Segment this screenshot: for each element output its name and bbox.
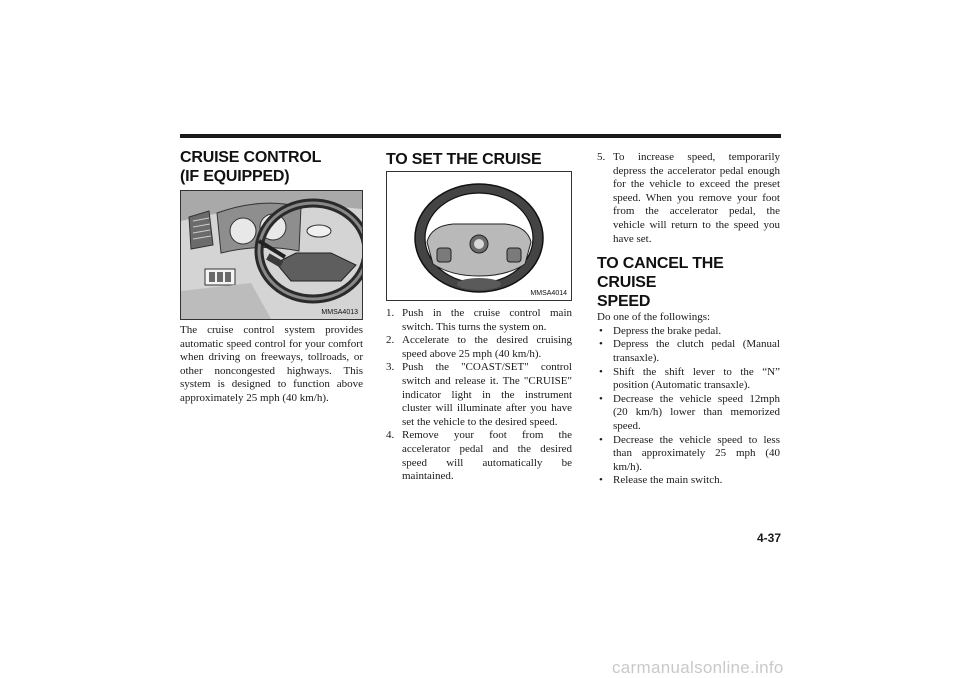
heading-line-1: CRUISE CONTROL bbox=[180, 149, 322, 166]
list-item: • Decrease the vehicle speed to less than approximately 25 mph (40 km/h). bbox=[597, 434, 780, 475]
list-item: • Depress the clutch pedal (Manual transaxle). bbox=[597, 338, 780, 365]
column-cruise-control bbox=[180, 148, 363, 406]
set-cruise-steps bbox=[386, 307, 572, 484]
steering-wheel-illustration bbox=[387, 172, 571, 300]
list-item: • Decrease the vehicle speed 12mph (20 km/h) lower than memorized speed. bbox=[597, 393, 780, 434]
step-number: 1. bbox=[386, 307, 395, 319]
figure-steering-wheel bbox=[386, 171, 572, 301]
list-item bbox=[386, 334, 572, 361]
column-cancel-cruise bbox=[597, 148, 780, 488]
cancel-intro: Do one of the followings: bbox=[597, 311, 711, 324]
figure-dashboard bbox=[180, 190, 363, 320]
watermark-text: carmanualsonline.info bbox=[612, 658, 784, 677]
dashboard-illustration bbox=[181, 191, 362, 319]
heading-cruise-control bbox=[180, 148, 363, 186]
step-text: Push the "COAST/SET" control switch and release it. The "CRUISE" indicator light in the instrument cluster will illuminate after you have set the vehicle to the desired speed. bbox=[402, 361, 572, 428]
list-item bbox=[386, 307, 572, 334]
heading-set-cruise: TO SET THE CRUISE bbox=[386, 151, 542, 168]
step-text: Remove your foot from the accelerator pedal and the desired speed will automatically be maintained. bbox=[402, 429, 572, 483]
heading-line-2: (IF EQUIPPED) bbox=[180, 168, 290, 185]
cruise-control-description: The cruise control system provides automatic speed control for your comfort when driving on freeways, tollroads, or other noncongested highways. This system is designed to function above approximately 25 mph (40 km/h). bbox=[180, 324, 363, 404]
heading-cancel-cruise bbox=[597, 254, 780, 311]
cancel-bullets bbox=[597, 325, 780, 488]
step-number: 2. bbox=[386, 334, 395, 347]
step-text: Accelerate to the desired cruising speed above 25 mph (40 km/h). bbox=[402, 334, 572, 360]
page-number: 4-37 bbox=[756, 531, 781, 545]
list-item bbox=[386, 429, 572, 483]
list-item: • Depress the brake pedal. bbox=[597, 325, 780, 339]
top-rule bbox=[180, 134, 781, 138]
figure-code: MMSA4013 bbox=[321, 309, 358, 316]
heading-line-1: TO CANCEL THE CRUISE bbox=[597, 255, 724, 292]
step-number: 5. bbox=[597, 151, 606, 163]
step-number: 3. bbox=[386, 361, 395, 374]
step-text: Push in the cruise control main switch. This turns the system on. bbox=[402, 307, 572, 333]
figure-code: MMSA4014 bbox=[530, 290, 567, 297]
list-item bbox=[597, 151, 780, 246]
list-item bbox=[386, 361, 572, 429]
column-set-cruise bbox=[386, 148, 572, 484]
list-item: • Shift the shift lever to the “N” position (Automatic transaxle). bbox=[597, 366, 780, 393]
list-item: • Release the main switch. bbox=[597, 474, 780, 488]
step-text: To increase speed, temporarily depress the accelerator pedal enough for the vehicle to exceed the preset speed. When you remove your foot from the accelerator pedal, the vehicle will return to the speed you have set. bbox=[613, 151, 780, 245]
heading-line-2: SPEED bbox=[597, 293, 651, 311]
step-number: 4. bbox=[386, 429, 395, 442]
increase-speed-step bbox=[597, 151, 780, 246]
